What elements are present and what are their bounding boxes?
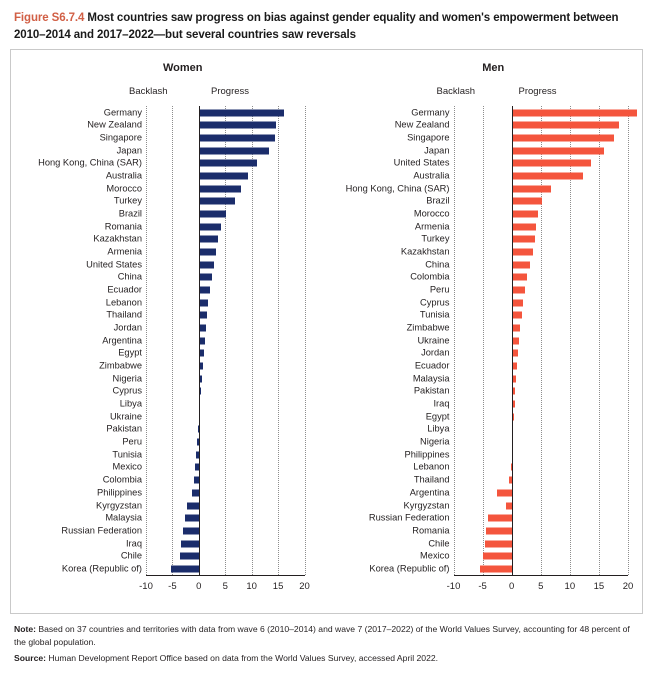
bar-row xyxy=(345,182,629,195)
source-text: Human Development Report Office based on data from the World Values Survey, accessed April 2022. xyxy=(46,653,439,664)
bar-row xyxy=(112,461,305,474)
x-tick-label: 10 xyxy=(564,581,576,593)
bar xyxy=(181,540,198,547)
bar xyxy=(199,249,216,256)
bar-row xyxy=(112,372,305,385)
bar-row xyxy=(99,132,305,145)
x-tick-label: 20 xyxy=(299,581,310,593)
bar-row xyxy=(421,233,629,246)
note-text: Based on 37 countries and territories with data from wave 6 (2010–2014) and wave 7 (2017–2022) of the World Values Survey, accounting for 48 percent of the global population. xyxy=(14,624,630,648)
category-label: Argentina xyxy=(409,487,450,498)
category-label: Australia xyxy=(413,170,450,181)
category-label: Ukraine xyxy=(417,335,450,346)
bar-row xyxy=(428,537,629,550)
bar xyxy=(512,211,538,218)
x-tick-label: 5 xyxy=(222,581,228,593)
x-tick-label: 15 xyxy=(272,581,284,593)
bar-row xyxy=(413,474,629,487)
bar-row xyxy=(102,474,305,487)
category-label: Colombia xyxy=(102,474,142,485)
note-label: Note: xyxy=(14,624,36,635)
category-label: Pakistan xyxy=(106,423,142,434)
category-label: Romania xyxy=(104,221,142,232)
category-label: Brazil xyxy=(118,208,142,219)
bar xyxy=(180,553,199,560)
bar-row xyxy=(407,132,629,145)
category-label: Kazakhstan xyxy=(93,233,142,244)
x-tick-label: -10 xyxy=(446,581,461,593)
category-label: Nigeria xyxy=(112,373,142,384)
plot-area-men xyxy=(345,106,634,593)
category-label: Libya xyxy=(119,398,142,409)
zero-axis-line xyxy=(512,106,514,575)
category-label: Malaysia xyxy=(412,373,450,384)
panel-men xyxy=(327,50,643,613)
chart-frame xyxy=(10,49,643,614)
plot-area-women xyxy=(38,106,310,593)
bar-row xyxy=(425,258,629,271)
bar xyxy=(199,198,235,205)
category-label: Nigeria xyxy=(420,436,450,447)
page-title xyxy=(14,10,639,43)
bar xyxy=(512,122,620,129)
bar-row xyxy=(102,334,305,347)
category-label: Peru xyxy=(429,284,450,295)
bar xyxy=(199,261,214,268)
bar-row xyxy=(400,246,629,259)
bar xyxy=(512,135,614,142)
bar xyxy=(497,489,512,496)
bar-row xyxy=(413,461,629,474)
category-label: Singapore xyxy=(407,132,450,143)
category-label: Iraq xyxy=(433,398,450,409)
category-label: Egypt xyxy=(425,411,450,422)
note-line xyxy=(14,623,639,649)
bar xyxy=(187,502,199,509)
category-label: Malaysia xyxy=(105,512,142,523)
bar xyxy=(199,160,258,167)
bar-row xyxy=(404,448,629,461)
category-label: Singapore xyxy=(99,132,142,143)
category-label: Zimbabwe xyxy=(406,322,450,333)
bar xyxy=(199,135,275,142)
bar-row xyxy=(125,537,305,550)
bar-row xyxy=(96,499,305,512)
bar xyxy=(512,109,638,116)
bar xyxy=(512,274,528,281)
bar-row xyxy=(409,487,629,500)
category-label: Lebanon xyxy=(105,297,142,308)
category-label: Russian Federation xyxy=(368,512,450,523)
bar xyxy=(488,515,512,522)
bar-row xyxy=(99,360,305,373)
category-label: New Zealand xyxy=(87,119,142,130)
category-label: Zimbabwe xyxy=(99,360,142,371)
bar-row xyxy=(420,436,629,449)
bar xyxy=(483,553,512,560)
bar xyxy=(512,236,535,243)
bar-row xyxy=(413,208,629,221)
bar-row xyxy=(118,208,305,221)
gridline xyxy=(628,106,630,575)
category-label: Morocco xyxy=(413,208,450,219)
bar xyxy=(199,109,285,116)
bar-row xyxy=(413,170,629,183)
category-label: Jordan xyxy=(113,322,142,333)
bar xyxy=(199,211,226,218)
backlash-caption-women: Backlash xyxy=(129,86,168,98)
figure-label: Figure S6.7.4 xyxy=(14,12,85,24)
bar-row xyxy=(421,347,629,360)
bar-row xyxy=(87,119,305,132)
category-label: Turkey xyxy=(421,233,450,244)
category-label: Germany xyxy=(103,107,142,118)
category-label: Iraq xyxy=(125,537,142,548)
category-label: Mexico xyxy=(112,461,142,472)
category-label: Lebanon xyxy=(413,461,450,472)
bar-row xyxy=(425,410,629,423)
bar xyxy=(512,287,525,294)
category-label: Cyprus xyxy=(420,297,450,308)
x-tick-label: -5 xyxy=(478,581,487,593)
bar-row xyxy=(86,258,305,271)
category-label: Philippines xyxy=(97,487,142,498)
bar xyxy=(486,527,512,534)
chart-panels xyxy=(11,50,642,613)
bar-row xyxy=(429,284,629,297)
source-label: Source: xyxy=(14,653,46,664)
x-tick-label: 0 xyxy=(509,581,515,593)
category-label: Thailand xyxy=(413,474,450,485)
bar-row xyxy=(403,499,629,512)
bar xyxy=(199,185,241,192)
category-label: Turkey xyxy=(113,195,142,206)
category-label: Germany xyxy=(411,107,450,118)
bar xyxy=(512,160,591,167)
category-label: Philippines xyxy=(404,449,450,460)
category-label: Japan xyxy=(116,145,142,156)
bar-row xyxy=(113,322,305,335)
category-label: Colombia xyxy=(410,271,450,282)
bar-row xyxy=(413,385,629,398)
category-label: Ukraine xyxy=(109,411,142,422)
bar-row xyxy=(109,410,305,423)
bar xyxy=(512,185,552,192)
bar-row xyxy=(393,157,629,170)
bar xyxy=(480,565,511,572)
category-label: Brazil xyxy=(426,195,450,206)
bar xyxy=(199,173,249,180)
bar xyxy=(199,147,269,154)
bar xyxy=(512,249,533,256)
category-label: United States xyxy=(86,259,142,270)
bar-row xyxy=(433,398,629,411)
bar-row xyxy=(368,512,629,525)
zero-axis-line xyxy=(199,106,201,575)
bar xyxy=(512,198,542,205)
category-label: Kyrgyzstan xyxy=(96,499,142,510)
bar-row xyxy=(104,220,305,233)
bar xyxy=(512,147,604,154)
category-label: Thailand xyxy=(106,309,142,320)
category-label: Tunisia xyxy=(112,449,142,460)
bar-row xyxy=(106,182,305,195)
category-label: Russian Federation xyxy=(61,525,142,536)
bar-row xyxy=(394,119,629,132)
category-label: Morocco xyxy=(106,183,142,194)
category-label: Australia xyxy=(105,170,142,181)
bar-row xyxy=(419,309,629,322)
bar xyxy=(199,122,277,129)
bar-row xyxy=(105,170,305,183)
bar xyxy=(171,565,199,572)
category-label: Peru xyxy=(122,436,142,447)
bar xyxy=(183,527,199,534)
category-label: Japan xyxy=(424,145,450,156)
bar-row xyxy=(119,398,305,411)
bar-row xyxy=(113,195,305,208)
bar-row xyxy=(424,144,629,157)
bar-row xyxy=(420,550,629,563)
bar-row xyxy=(414,220,629,233)
gridline xyxy=(305,106,307,575)
category-label: Cyprus xyxy=(112,385,142,396)
bar-row xyxy=(105,296,305,309)
category-label: Korea (Republic of) xyxy=(61,563,142,574)
x-tick-label: 0 xyxy=(196,581,202,593)
panel-title-women: Women xyxy=(162,62,203,75)
bar-row xyxy=(107,284,305,297)
panel-title-men: Men xyxy=(482,62,505,75)
bar xyxy=(199,236,219,243)
category-label: United States xyxy=(393,157,450,168)
x-tick-label: 5 xyxy=(538,581,544,593)
bar xyxy=(199,223,221,230)
category-label: Libya xyxy=(427,423,450,434)
backlash-caption-men: Backlash xyxy=(436,86,476,98)
bar-row xyxy=(118,347,305,360)
bar-row xyxy=(103,106,305,119)
bar-row xyxy=(112,385,305,398)
bar-row xyxy=(105,512,305,525)
bar xyxy=(185,515,199,522)
bar-row xyxy=(117,271,305,284)
category-label: Ecuador xyxy=(414,360,450,371)
bar-row xyxy=(61,525,305,538)
bar-row xyxy=(411,106,629,119)
category-label: Mexico xyxy=(420,550,450,561)
category-label: Romania xyxy=(412,525,450,536)
category-label: Jordan xyxy=(421,347,450,358)
bar-row xyxy=(406,322,629,335)
source-line xyxy=(14,652,639,665)
x-tick-label: -10 xyxy=(139,581,153,593)
bar-row xyxy=(112,448,305,461)
x-tick-label: 20 xyxy=(622,581,634,593)
bar-row xyxy=(426,195,629,208)
bar-row xyxy=(417,334,629,347)
bar-row xyxy=(106,309,305,322)
bar-row xyxy=(414,360,629,373)
category-label: Hong Kong, China (SAR) xyxy=(38,157,142,168)
category-label: Armenia xyxy=(414,221,450,232)
category-label: China xyxy=(117,271,142,282)
bar-row xyxy=(61,563,305,576)
panel-women xyxy=(11,50,327,613)
bar-row xyxy=(412,525,629,538)
category-label: Hong Kong, China (SAR) xyxy=(345,183,450,194)
category-label: Tunisia xyxy=(419,309,450,320)
bar-row xyxy=(412,372,629,385)
category-label: Armenia xyxy=(107,246,142,257)
category-label: Korea (Republic of) xyxy=(369,563,450,574)
bar xyxy=(485,540,512,547)
bar xyxy=(192,489,199,496)
progress-caption-men: Progress xyxy=(518,86,557,98)
bar xyxy=(512,261,531,268)
figure-title: Most countries saw progress on bias against gender equality and women's empowerment between 2010–2014 and 2017–2022—but several countries saw reversals xyxy=(14,12,619,41)
category-label: New Zealand xyxy=(394,119,450,130)
bar xyxy=(512,223,536,230)
category-label: Chile xyxy=(428,537,450,548)
category-label: Kazakhstan xyxy=(400,246,450,257)
bar-row xyxy=(116,144,305,157)
x-tick-label: -5 xyxy=(168,581,177,593)
category-label: China xyxy=(425,259,450,270)
x-tick-label: 10 xyxy=(246,581,257,593)
category-label: Argentina xyxy=(102,335,142,346)
bar-row xyxy=(120,550,305,563)
progress-caption-women: Progress xyxy=(211,86,250,98)
category-label: Ecuador xyxy=(107,284,142,295)
category-label: Chile xyxy=(120,550,142,561)
category-label: Egypt xyxy=(118,347,142,358)
x-tick-label: 15 xyxy=(593,581,605,593)
bar xyxy=(512,173,583,180)
bar-row xyxy=(420,296,629,309)
bar-row xyxy=(38,157,305,170)
category-label: Pakistan xyxy=(413,385,450,396)
bar-row xyxy=(107,246,305,259)
bar-row xyxy=(122,436,305,449)
bar-row xyxy=(369,563,629,576)
bar-row xyxy=(106,423,305,436)
figure-notes xyxy=(14,623,639,665)
bar-row xyxy=(93,233,305,246)
bar-row xyxy=(427,423,629,436)
bar-row xyxy=(410,271,629,284)
bar-row xyxy=(97,487,305,500)
category-label: Kyrgyzstan xyxy=(403,499,450,510)
